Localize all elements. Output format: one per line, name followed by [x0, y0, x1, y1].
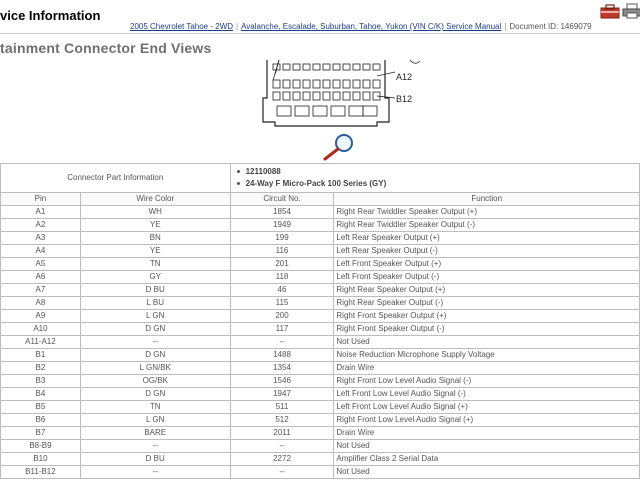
pin-cell: B7: [1, 427, 81, 440]
pin-cell: B11-B12: [1, 466, 81, 479]
pin-cell: B8-B9: [1, 440, 81, 453]
circuit-no-cell: 1546: [230, 375, 334, 388]
diagram-label-a12: A12: [396, 72, 413, 82]
circuit-no-cell: 1354: [230, 362, 334, 375]
table-row: [1, 336, 640, 349]
pin-cell: A6: [1, 271, 81, 284]
table-row: [1, 258, 640, 271]
function-cell: Right Front Low Level Audio Signal (-): [334, 375, 640, 388]
pin-cell: B6: [1, 414, 81, 427]
header-divider: [0, 33, 640, 34]
function-cell: Left Front Speaker Output (+): [334, 258, 640, 271]
column-header-pin: Pin: [1, 193, 81, 206]
function-cell: Right Front Low Level Audio Signal (+): [334, 414, 640, 427]
pin-cell: A10: [1, 323, 81, 336]
breadcrumb-separator: |: [504, 22, 507, 31]
function-cell: Right Rear Twiddler Speaker Output (-): [334, 219, 640, 232]
table-row: [1, 375, 640, 388]
table-row: [1, 466, 640, 479]
column-header-circuit-no: Circuit No.: [230, 193, 334, 206]
header-bar: [0, 0, 640, 30]
wire-color-cell: --: [80, 466, 230, 479]
magnifier-icon[interactable]: [320, 132, 360, 162]
pin-cell: A2: [1, 219, 81, 232]
function-cell: Left Front Low Level Audio Signal (-): [334, 388, 640, 401]
function-cell: Not Used: [334, 466, 640, 479]
table-row: [1, 310, 640, 323]
pin-cell: A3: [1, 232, 81, 245]
circuit-no-cell: 46: [230, 284, 334, 297]
circuit-no-cell: 1947: [230, 388, 334, 401]
wire-color-cell: YE: [80, 245, 230, 258]
table-row: [1, 323, 640, 336]
table-row: [1, 219, 640, 232]
table-row: [1, 388, 640, 401]
connector-part-number: 12110088: [237, 166, 637, 178]
breadcrumb: [130, 22, 592, 31]
function-cell: Drain Wire: [334, 427, 640, 440]
pin-cell: B5: [1, 401, 81, 414]
wire-color-cell: TN: [80, 401, 230, 414]
circuit-no-cell: --: [230, 466, 334, 479]
breadcrumb-manual-link[interactable]: Avalanche, Escalade, Suburban, Tahoe, Yukon (VIN C/K) Service Manual: [241, 22, 502, 31]
document-id: Document ID: 1469079: [509, 22, 592, 31]
circuit-no-cell: 116: [230, 245, 334, 258]
breadcrumb-separator: |: [236, 22, 239, 31]
wire-color-cell: L GN: [80, 414, 230, 427]
wire-color-cell: BARE: [80, 427, 230, 440]
pin-cell: B3: [1, 375, 81, 388]
pin-cell: A9: [1, 310, 81, 323]
circuit-no-cell: 199: [230, 232, 334, 245]
circuit-no-cell: 1854: [230, 206, 334, 219]
function-cell: Left Front Speaker Output (-): [334, 271, 640, 284]
table-row: [1, 427, 640, 440]
column-header-wire-color: Wire Color: [80, 193, 230, 206]
table-row: [1, 271, 640, 284]
circuit-no-cell: 1949: [230, 219, 334, 232]
function-cell: Right Front Speaker Output (-): [334, 323, 640, 336]
table-row: [1, 349, 640, 362]
table-row: [1, 401, 640, 414]
connector-description: 24-Way F Micro-Pack 100 Series (GY): [237, 178, 637, 190]
wire-color-cell: D GN: [80, 323, 230, 336]
wire-color-cell: D BU: [80, 284, 230, 297]
connector-info-values: [230, 164, 639, 193]
table-row: [1, 284, 640, 297]
pin-cell: B2: [1, 362, 81, 375]
table-row: [1, 453, 640, 466]
pin-cell: A11-A12: [1, 336, 81, 349]
pin-cell: A8: [1, 297, 81, 310]
wire-color-cell: D BU: [80, 453, 230, 466]
function-cell: Left Rear Speaker Output (-): [334, 245, 640, 258]
function-cell: Left Front Low Level Audio Signal (+): [334, 401, 640, 414]
connector-pin-table: [0, 163, 640, 479]
pin-cell: A7: [1, 284, 81, 297]
pin-cell: B1: [1, 349, 81, 362]
circuit-no-cell: --: [230, 336, 334, 349]
wire-color-cell: D GN: [80, 349, 230, 362]
function-cell: Right Rear Speaker Output (+): [334, 284, 640, 297]
wire-color-cell: TN: [80, 258, 230, 271]
pin-cell: B4: [1, 388, 81, 401]
wire-color-cell: YE: [80, 219, 230, 232]
wire-color-cell: --: [80, 440, 230, 453]
table-row: [1, 414, 640, 427]
circuit-no-cell: 511: [230, 401, 334, 414]
function-cell: Right Rear Speaker Output (-): [334, 297, 640, 310]
circuit-no-cell: 118: [230, 271, 334, 284]
connector-end-view-diagram: [255, 58, 435, 130]
wire-color-cell: OG/BK: [80, 375, 230, 388]
printer-icon[interactable]: [622, 3, 640, 19]
wire-color-cell: L BU: [80, 297, 230, 310]
wire-color-cell: GY: [80, 271, 230, 284]
table-row: [1, 232, 640, 245]
circuit-no-cell: 1488: [230, 349, 334, 362]
circuit-no-cell: 115: [230, 297, 334, 310]
table-row: [1, 297, 640, 310]
function-cell: Amplifier Class 2 Serial Data: [334, 453, 640, 466]
circuit-no-cell: 2011: [230, 427, 334, 440]
pin-cell: A4: [1, 245, 81, 258]
function-cell: Right Front Speaker Output (+): [334, 310, 640, 323]
wire-color-cell: BN: [80, 232, 230, 245]
table-row: [1, 245, 640, 258]
pin-cell: A1: [1, 206, 81, 219]
toolbox-icon[interactable]: [600, 3, 620, 19]
function-cell: Not Used: [334, 336, 640, 349]
app-title: vice Information: [0, 8, 101, 23]
wire-color-cell: --: [80, 336, 230, 349]
wire-color-cell: WH: [80, 206, 230, 219]
table-header-row: [1, 193, 640, 206]
circuit-no-cell: 201: [230, 258, 334, 271]
table-row: [1, 206, 640, 219]
connector-info-label: Connector Part Information: [1, 164, 231, 193]
function-cell: Noise Reduction Microphone Supply Voltage: [334, 349, 640, 362]
function-cell: Drain Wire: [334, 362, 640, 375]
table-row: [1, 362, 640, 375]
circuit-no-cell: 117: [230, 323, 334, 336]
function-cell: Not Used: [334, 440, 640, 453]
page-title: tainment Connector End Views: [0, 40, 212, 56]
function-cell: Right Rear Twiddler Speaker Output (+): [334, 206, 640, 219]
diagram-label-b12: B12: [396, 94, 413, 104]
circuit-no-cell: 512: [230, 414, 334, 427]
wire-color-cell: L GN: [80, 310, 230, 323]
circuit-no-cell: 200: [230, 310, 334, 323]
wire-color-cell: L GN/BK: [80, 362, 230, 375]
connector-info-row: [1, 164, 640, 193]
breadcrumb-vehicle-link[interactable]: 2005 Chevrolet Tahoe - 2WD: [130, 22, 234, 31]
circuit-no-cell: 2272: [230, 453, 334, 466]
wire-color-cell: D GN: [80, 388, 230, 401]
table-row: [1, 440, 640, 453]
circuit-no-cell: --: [230, 440, 334, 453]
function-cell: Left Rear Speaker Output (+): [334, 232, 640, 245]
pin-cell: A5: [1, 258, 81, 271]
pin-cell: B10: [1, 453, 81, 466]
column-header-function: Function: [334, 193, 640, 206]
